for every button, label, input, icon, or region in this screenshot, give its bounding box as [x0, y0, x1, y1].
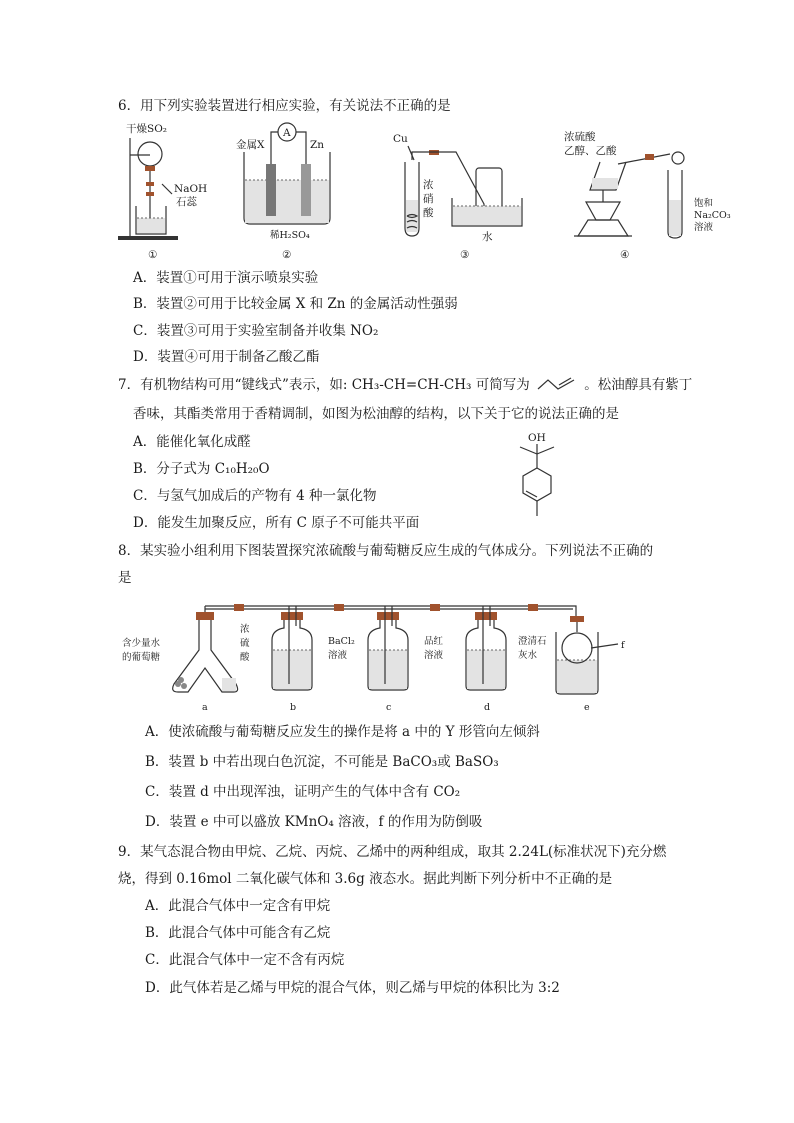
label-ammeter: A: [283, 127, 291, 139]
apparatus-e-beaker-funnel: [556, 616, 626, 713]
q8-option-d: D．装置 e 中可以盛放 KMnO₄ 溶液，f 的作用为防倒吸: [145, 814, 483, 830]
label-zn: Zn: [310, 139, 325, 151]
label-apparatus-4: ④: [620, 249, 630, 261]
apparatus-a-y-tube: [122, 606, 250, 713]
label-d: d: [484, 702, 491, 713]
q8-apparatus-figure: [118, 598, 638, 716]
label-solution: 溶液: [694, 222, 714, 233]
label-water: 水: [482, 231, 493, 243]
q7-stem-line2: 香味，其酯类常用于香精调制，如图为松油醇的结构，以下关于它的说法正确的是: [133, 406, 619, 422]
q7-option-d: D．能发生加聚反应，所有 C 原子不可能共平面: [133, 515, 420, 531]
q8-option-a: A．使浓硫酸与葡萄糖反应发生的操作是将 a 中的 Y 形管向左倾斜: [145, 724, 540, 740]
label-apparatus-3: ③: [460, 249, 470, 261]
q9-option-d: D．此气体若是乙烯与甲烷的混合气体，则乙烯与甲烷的体积比为 3:2: [145, 980, 560, 996]
label-litmus: 石蕊: [176, 196, 197, 208]
label-nitric-1: 硝: [423, 193, 434, 205]
q9-stem-line2: 烧，得到 0.16mol 二氧化碳气体和 3.6g 液态水。据此判断下列分析中不正确的是: [118, 871, 613, 887]
q8-stem-line1: 8．某实验小组利用下图装置探究浓硫酸与葡萄糖反应生成的气体成分。下列说法不正确的: [118, 543, 654, 559]
q6-option-d: D．装置④可用于制备乙酸乙酯: [133, 349, 320, 365]
q6-option-b: B．装置②可用于比较金属 X 和 Zn 的金属活动性强弱: [133, 296, 458, 312]
q7-stem-tail: 。松油醇具有紫丁: [584, 377, 693, 393]
label-reagent-b: 乙醇、乙酸: [564, 145, 617, 157]
label-glucose-2: 的葡萄糖: [122, 652, 161, 663]
oh-label: OH: [528, 432, 546, 444]
label-b: b: [290, 702, 297, 713]
q9-stem-line1: 9．某气态混合物由甲烷、乙烷、丙烷、乙烯中的两种组成，取其 2.24L(标准状况下)充分燃: [118, 844, 667, 860]
q9-option-b: B．此混合气体中可能含有乙烷: [145, 925, 331, 941]
q7-option-c: C．与氢气加成后的产物有 4 种一氯化物: [133, 488, 377, 504]
apparatus-b-bacl2-bottle: [272, 606, 355, 713]
q7-option-a: A．能催化氧化成醛: [133, 434, 251, 450]
label-e: e: [584, 702, 590, 713]
label-acid-2: 硫: [240, 638, 250, 649]
q8-option-b: B．装置 b 中若出现白色沉淀，不可能是 BaCO₃或 BaSO₃: [145, 754, 499, 770]
label-bacl2-2: 溶液: [328, 650, 348, 661]
label-cu: Cu: [393, 133, 408, 145]
label-naoh: NaOH: [174, 183, 208, 195]
apparatus-d-limewater-bottle: [466, 606, 547, 713]
apparatus-2-galvanic-cell: [236, 123, 330, 261]
label-saturated: 饱和: [694, 198, 714, 209]
label-glucose-1: 含少量水: [122, 638, 161, 649]
apparatus-c-pinred-bottle: [368, 606, 444, 713]
label-na2co3: Na₂CO₃: [694, 210, 731, 221]
apparatus-4-ethyl-acetate: [564, 130, 731, 261]
label-dilute-h2so4: 稀H₂SO₄: [270, 230, 310, 241]
label-dry-so2: 干燥SO₂: [126, 123, 168, 135]
q7-stem-text: 7．有机物结构可用“键线式”表示，如: CH₃-CH=CH-CH₃ 可简写为: [118, 377, 530, 393]
q6-option-c: C．装置③可用于实验室制备并收集 NO₂: [133, 323, 379, 339]
q7-option-b: B．分子式为 C₁₀H₂₀O: [133, 461, 270, 477]
label-acid-3: 酸: [240, 652, 250, 663]
label-apparatus-2: ②: [282, 249, 292, 261]
label-a: a: [202, 702, 208, 713]
skeletal-formula-butene: [536, 376, 578, 392]
label-acid-1: 浓: [240, 624, 250, 635]
q8-stem-line2: 是: [118, 570, 132, 586]
label-c: c: [386, 702, 392, 713]
label-bacl2-1: BaCl₂: [328, 636, 355, 647]
q6-option-a: A．装置①可用于演示喷泉实验: [133, 270, 319, 286]
label-lime-2: 灰水: [518, 650, 538, 661]
label-metal-x: 金属X: [236, 139, 265, 151]
label-apparatus-1: ①: [148, 249, 158, 261]
apparatus-3-no2-collection: [393, 133, 522, 261]
terpineol-structure: [506, 430, 566, 530]
q6-stem: 6．用下列实验装置进行相应实验，有关说法不正确的是: [118, 98, 451, 114]
q9-option-c: C．此混合气体中一定不含有丙烷: [145, 952, 345, 968]
q7-stem-line1: [118, 376, 692, 394]
q9-option-a: A．此混合气体中一定含有甲烷: [145, 898, 331, 914]
apparatus-1-fountain: [118, 122, 207, 261]
label-lime-1: 澄清石: [518, 636, 547, 647]
q6-apparatus-figure: [118, 120, 731, 262]
label-nitric-2: 酸: [423, 207, 434, 219]
label-pinred-2: 溶液: [424, 650, 444, 661]
q8-option-c: C．装置 d 中出现浑浊，证明产生的气体中含有 CO₂: [145, 784, 461, 800]
label-pinred-1: 品红: [424, 636, 444, 647]
label-f: f: [621, 640, 625, 651]
label-reagent-a: 浓硫酸: [564, 131, 596, 143]
label-conc: 浓: [423, 179, 434, 191]
